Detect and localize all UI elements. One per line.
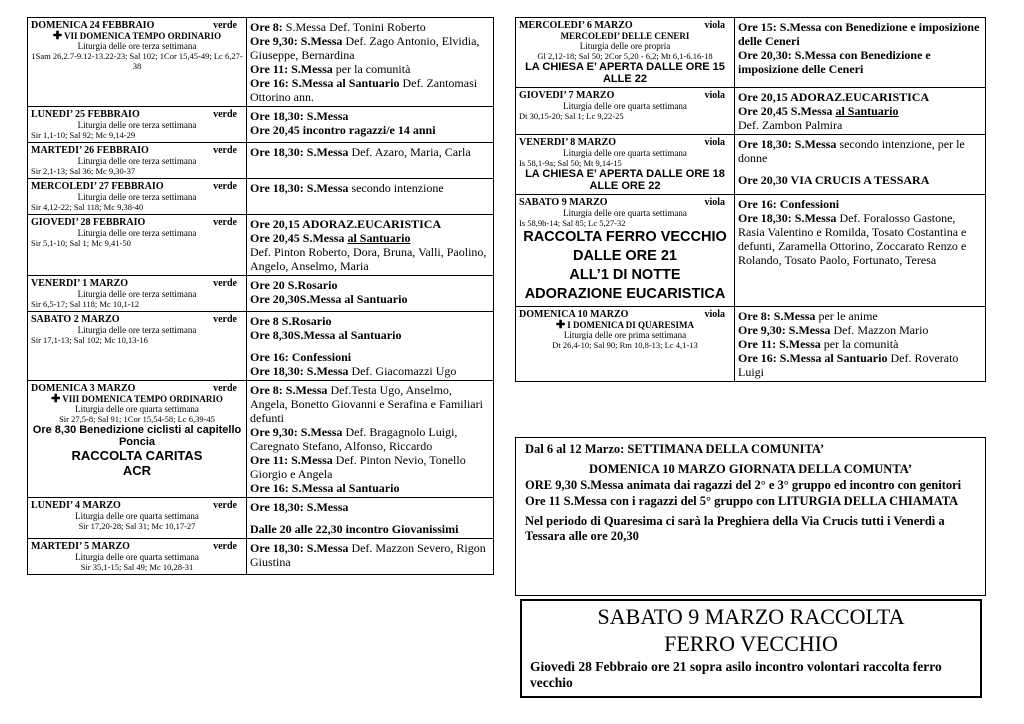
day-info-cell	[28, 312, 247, 381]
events-cell	[735, 195, 986, 307]
day-name: VENERDI’ 8 MARZO	[519, 137, 617, 148]
event-line	[738, 118, 982, 132]
day-header	[519, 309, 731, 320]
info-line-4: Ore 11 S.Messa con i ragazzi del 5° gruppo con LITURGIA DELLA CHIAMATA	[525, 494, 959, 508]
subtitle-text: I DOMENICA DI QUARESIMA	[567, 320, 694, 330]
liturgical-color: viola	[704, 197, 725, 208]
readings: Sir 2,1-13; Sal 36; Mc 9,30-37	[31, 166, 136, 176]
readings: Sir 27,5-8; Sal 91; 1Cor 15,54-58; Lc 6,39-45	[59, 414, 215, 424]
event-line	[250, 109, 490, 123]
event-detail: Def. Zantomasi Ottorino ann.	[250, 76, 478, 104]
liturgical-color: verde	[213, 217, 237, 228]
day-big-notice: ACR	[122, 463, 152, 478]
day-subtitle	[519, 320, 731, 330]
event-time: Ore 16: S.Messa al Santuario	[250, 76, 400, 90]
event-line	[250, 62, 490, 76]
liturgy-week: Liturgia delle ore terza settimana	[77, 325, 197, 335]
day-info-cell	[28, 107, 247, 143]
event-time: Ore 18,30: S.Messa	[250, 109, 349, 123]
event-detail: secondo intenzione, per le donne	[738, 137, 965, 165]
event-line	[738, 323, 982, 337]
event-line	[250, 217, 490, 231]
event-time: Ore 20,30: S.Messa con Benedizione e imposizione delle Ceneri	[738, 48, 931, 76]
day-row	[28, 143, 494, 179]
liturgical-color: verde	[213, 500, 237, 511]
event-detail: per la comunità	[332, 62, 411, 76]
event-time: Ore 18,30: S.Messa	[738, 137, 837, 151]
liturgy-week: Liturgia delle ore quarta settimana	[75, 511, 199, 521]
event-line	[738, 173, 982, 187]
event-detail: Def. Giacomazzi Ugo	[348, 364, 457, 378]
event-line	[250, 314, 490, 328]
event-time: Ore 8 S.Rosario	[250, 314, 332, 328]
event-detail: per le anime	[815, 309, 878, 323]
readings: Sir 35,1-15; Sal 49; Mc 10,28-31	[80, 562, 194, 572]
event-line	[250, 383, 490, 425]
liturgy-week: Liturgia delle ore terza settimana	[77, 192, 197, 202]
event-time: Ore 18,30: S.Messa	[250, 181, 349, 195]
day-header	[31, 20, 243, 31]
day-subtitle	[31, 31, 243, 41]
day-notice: LA CHIESA E’ APERTA DALLE ORE 18 ALLE ORE 22	[525, 168, 725, 192]
liturgy-week: Liturgia delle ore terza settimana	[77, 156, 197, 166]
day-name: DOMENICA 10 MARZO	[519, 309, 629, 320]
event-detail: Def. Azaro, Maria, Carla	[348, 145, 471, 159]
event-line	[250, 481, 490, 495]
cross-icon: ✚	[52, 30, 63, 42]
liturgy-week: Liturgia delle ore quarta settimana	[75, 552, 199, 562]
day-huge-notice: ADORAZIONE EUCARISTICA	[524, 286, 726, 302]
event-detail: Def. Mazzon Severo, Rigon Giustina	[250, 541, 486, 569]
liturgy-week: Liturgia delle ore terza settimana	[77, 289, 197, 299]
event-time: Ore 20,30S.Messa al Santuario	[250, 292, 408, 306]
events-cell	[735, 307, 986, 382]
event-line	[250, 123, 490, 137]
event-detail: Def. Bragagnolo Luigi, Caregnato Stefano, Alfonso, Riccardo	[250, 425, 458, 453]
day-name: SABATO 9 MARZO	[519, 197, 608, 208]
event-detail: Def. Foralosso Gastone, Rasia Valentino e Romilda, Tosato Costantina e defunti, Zaramella Ottorino, Zoccarato Renzo e Rolando, Tosato Paolo, Fortunato, Teresa	[738, 211, 967, 267]
event-time: Ore 11: S.Messa	[250, 453, 333, 467]
day-huge-notice: RACCOLTA FERRO VECCHIO	[523, 229, 727, 245]
event-time: Ore 15: S.Messa con Benedizione e imposizione delle Ceneri	[738, 20, 980, 48]
event-line	[250, 541, 490, 569]
day-header	[31, 109, 243, 120]
day-row	[516, 195, 986, 307]
events-cell	[247, 539, 494, 575]
community-week-info	[515, 437, 986, 596]
readings: Sir 17,1-13; Sal 102; Mc 10,13-16	[31, 335, 148, 345]
day-row	[28, 312, 494, 381]
event-line	[738, 137, 982, 165]
day-big-notice: RACCOLTA CARITAS	[71, 448, 203, 463]
event-line	[738, 309, 982, 323]
day-info-cell	[516, 307, 735, 382]
day-name: GIOVEDI’ 28 FEBBRAIO	[31, 217, 146, 228]
day-name: MARTEDI’ 26 FEBBRAIO	[31, 145, 149, 156]
day-row	[516, 135, 986, 195]
day-info-cell	[28, 539, 247, 575]
day-info-cell	[28, 143, 247, 179]
readings: Dt 26,4-10; Sal 90; Rm 10,8-13; Lc 4,1-13	[552, 340, 698, 350]
day-row	[28, 539, 494, 575]
day-name: MERCOLEDI’ 6 MARZO	[519, 20, 633, 31]
event-line	[250, 278, 490, 292]
ferro-vecchio-box	[520, 599, 982, 698]
day-row	[28, 18, 494, 107]
day-info-cell	[516, 135, 735, 195]
cross-icon: ✚	[556, 319, 566, 331]
liturgy-week: Liturgia delle ore quarta settimana	[563, 148, 687, 158]
readings: Dt 30,15-20; Sal 1; Lc 9,22-25	[519, 111, 624, 121]
liturgy-week: Liturgia delle ore terza settimana	[77, 41, 197, 51]
liturgy-week: Liturgia delle ore quarta settimana	[563, 101, 687, 111]
liturgy-week: Liturgia delle ore quarta settimana	[563, 208, 687, 218]
events-cell	[247, 215, 494, 276]
events-cell	[247, 179, 494, 215]
day-header	[31, 145, 243, 156]
event-time: Ore 16: Confessioni	[738, 197, 840, 211]
event-line	[738, 90, 982, 104]
day-info-cell	[28, 276, 247, 312]
subtitle-text: VII DOMENICA TEMPO ORDINARIO	[64, 31, 222, 41]
day-row	[28, 179, 494, 215]
event-detail: Def. Pinton Nevio, Tonello Giorgio e Angela	[250, 453, 466, 481]
event-time: Ore 20,15 ADORAZ.EUCARISTICA	[738, 90, 930, 104]
day-subtitle	[31, 394, 243, 404]
event-line	[738, 104, 982, 118]
info-line-1: Dal 6 al 12 Marzo: SETTIMANA DELLA COMUNITA’	[525, 442, 825, 456]
event-line	[250, 425, 490, 453]
readings: 1Sam 26,2.7-9.12-13.22-23; Sal 102; 1Cor 15,45-49; Lc 6,27-38	[31, 51, 243, 71]
event-time: Ore 18,30: S.Messa	[250, 500, 349, 514]
event-time: Ore 20,15 ADORAZ.EUCARISTICA	[250, 217, 442, 231]
day-name: LUNEDI’ 4 MARZO	[31, 500, 121, 511]
liturgical-color: verde	[213, 541, 237, 552]
liturgy-week: Liturgia delle ore prima settimana	[563, 330, 687, 340]
event-detail: Def.Testa Ugo, Anselmo, Angela, Bonetto Giovanni e Serafina e Familiari defunti	[250, 383, 483, 425]
readings: Is 58,1-9a; Sal 50; Mt 9,14-15	[519, 158, 622, 168]
readings: Sir 5,1-10; Sal 1; Mc 9,41-50	[31, 238, 131, 248]
event-time: Ore 9,30: S.Messa	[250, 425, 343, 439]
subtitle-text: MERCOLEDI’ DELLE CENERI	[560, 31, 690, 41]
day-name: LUNEDI’ 25 FEBBRAIO	[31, 109, 140, 120]
event-location: al Santuario	[347, 231, 411, 245]
day-info-cell	[28, 215, 247, 276]
event-time: Ore 20,45 incontro ragazzi/e 14 anni	[250, 123, 436, 137]
day-info-cell	[28, 498, 247, 539]
day-header	[31, 278, 243, 289]
day-header	[519, 90, 731, 101]
day-huge-notice: ALL’1 DI NOTTE	[569, 267, 681, 283]
box-title-line-2: FERRO VECCHIO	[664, 631, 838, 656]
events-cell	[247, 276, 494, 312]
event-line	[738, 351, 982, 379]
event-time: Ore 16: Confessioni	[250, 350, 352, 364]
day-header	[519, 197, 731, 208]
liturgical-color: verde	[213, 181, 237, 192]
event-time: Ore 18,30: S.Messa	[250, 541, 349, 555]
event-line	[250, 522, 490, 536]
day-header	[31, 314, 243, 325]
liturgical-color: verde	[213, 20, 237, 31]
event-line	[250, 245, 490, 273]
day-name: DOMENICA 24 FEBBRAIO	[31, 20, 155, 31]
events-cell	[735, 88, 986, 135]
event-detail: Def. Zambon Palmira	[738, 118, 843, 132]
liturgical-color: viola	[704, 20, 725, 31]
day-name: SABATO 2 MARZO	[31, 314, 120, 325]
event-line	[250, 453, 490, 481]
cross-icon: ✚	[51, 393, 61, 405]
event-line	[250, 500, 490, 514]
liturgical-color: viola	[704, 90, 725, 101]
day-row	[28, 276, 494, 312]
readings: Gl 2,12-18; Sal 50; 2Cor 5,20 - 6,2; Mt 6,1-6.16-18	[537, 51, 713, 61]
liturgical-color: verde	[213, 314, 237, 325]
day-info-cell	[28, 18, 247, 107]
events-cell	[247, 143, 494, 179]
event-detail: per la comunità	[820, 337, 899, 351]
day-info-cell	[28, 179, 247, 215]
event-line	[250, 292, 490, 306]
event-detail: Def. Mazzon Mario	[830, 323, 929, 337]
events-cell	[735, 18, 986, 88]
event-line	[250, 231, 490, 245]
day-row	[28, 215, 494, 276]
event-line	[250, 181, 490, 195]
liturgical-color: viola	[704, 309, 725, 320]
event-time: Ore 18,30: S.Messa	[250, 364, 349, 378]
event-time: Ore 20 S.Rosario	[250, 278, 338, 292]
event-line	[250, 34, 490, 62]
event-detail: Def. Roverato Luigi	[738, 351, 959, 379]
day-row	[28, 381, 494, 498]
event-time: Ore 20,45 S.Messa	[738, 104, 836, 118]
event-line	[738, 211, 982, 267]
day-info-cell	[516, 195, 735, 307]
calendar-right-column	[515, 17, 986, 382]
day-row	[516, 18, 986, 88]
day-header	[519, 20, 731, 31]
day-info-cell	[28, 381, 247, 498]
liturgy-week: Liturgia delle ore quarta settimana	[75, 404, 199, 414]
event-location: al Santuario	[835, 104, 899, 118]
liturgical-color: verde	[213, 145, 237, 156]
liturgy-week: Liturgia delle ore terza settimana	[77, 120, 197, 130]
info-line-3: ORE 9,30 S.Messa animata dai ragazzi del 2° e 3° gruppo ed incontro con genitori	[525, 478, 962, 492]
day-huge-notice: DALLE ORE 21	[573, 248, 677, 264]
event-time: Ore 8:	[250, 20, 283, 34]
day-name: DOMENICA 3 MARZO	[31, 383, 136, 394]
day-row	[28, 107, 494, 143]
event-line	[738, 20, 982, 48]
event-time: Ore 16: S.Messa al Santuario	[738, 351, 888, 365]
event-time: Ore 8: S.Messa	[738, 309, 816, 323]
liturgical-color: verde	[213, 109, 237, 120]
box-text: Giovedì 28 Febbraio ore 21 sopra asilo incontro volontari raccolta ferro vecchio	[530, 659, 942, 690]
event-line	[250, 350, 490, 364]
event-line	[250, 328, 490, 342]
day-subtitle	[519, 31, 731, 41]
calendar-left-column	[27, 17, 494, 575]
readings: Sir 1,1-10; Sal 92; Mc 9,14-29	[31, 130, 136, 140]
event-time: Ore 20,30 VIA CRUCIS A TESSARA	[738, 173, 930, 187]
event-line	[250, 364, 490, 378]
event-detail: S.Messa Def. Tonini Roberto	[282, 20, 426, 34]
liturgical-color: verde	[213, 278, 237, 289]
event-time: Ore 16: S.Messa al Santuario	[250, 481, 400, 495]
subtitle-text: VIII DOMENICA TEMPO ORDINARIO	[62, 394, 223, 404]
day-name: MERCOLEDI’ 27 FEBBRAIO	[31, 181, 164, 192]
day-row	[516, 307, 986, 382]
calendar-table-right	[515, 17, 986, 382]
event-time: Ore 8: S.Messa	[250, 383, 328, 397]
day-header	[31, 383, 243, 394]
liturgy-week: Liturgia delle ore propria	[579, 41, 671, 51]
box-title-line-1: SABATO 9 MARZO RACCOLTA	[597, 604, 905, 629]
day-header	[31, 500, 243, 511]
event-time: Ore 18,30: S.Messa	[250, 145, 349, 159]
day-row	[516, 88, 986, 135]
event-detail: secondo intenzione	[348, 181, 444, 195]
events-cell	[247, 312, 494, 381]
event-time: Dalle 20 alle 22,30 incontro Giovanissimi	[250, 522, 459, 536]
event-time: Ore 11: S.Messa	[738, 337, 821, 351]
events-cell	[247, 498, 494, 539]
liturgical-color: viola	[704, 137, 725, 148]
day-info-cell	[516, 88, 735, 135]
event-line	[738, 48, 982, 76]
day-notice: Ore 8,30 Benedizione ciclisti al capitello Poncia	[32, 424, 242, 448]
day-name: GIOVEDI’ 7 MARZO	[519, 90, 615, 101]
day-header	[31, 541, 243, 552]
day-header	[519, 137, 731, 148]
event-line	[250, 76, 490, 104]
events-cell	[735, 135, 986, 195]
event-detail: Def. Zago Antonio, Elvidia, Giuseppe, Bernardina	[250, 34, 480, 62]
liturgy-week: Liturgia delle ore terza settimana	[77, 228, 197, 238]
event-time: Ore 9,30: S.Messa	[738, 323, 831, 337]
info-line-2: DOMENICA 10 MARZO GIORNATA DELLA COMUNTA’	[588, 462, 913, 476]
event-time: Ore 8,30S.Messa al Santuario	[250, 328, 402, 342]
day-row	[28, 498, 494, 539]
event-time: Ore 11: S.Messa	[250, 62, 333, 76]
day-header	[31, 181, 243, 192]
events-cell	[247, 107, 494, 143]
events-cell	[247, 18, 494, 107]
event-line	[738, 337, 982, 351]
event-time: Ore 18,30: S.Messa	[738, 211, 837, 225]
readings: Is 58,9b-14; Sal 85; Lc 5,27-32	[519, 218, 626, 228]
info-line-5: Nel periodo di Quaresima ci sarà la Preghiera della Via Crucis tutti i Venerdì a Tessara alle ore 20,30	[525, 514, 945, 543]
readings: Sir 4,12-22; Sal 118; Mc 9,38-40	[31, 202, 144, 212]
readings: Sir 17,20-28; Sal 31; Mc 10,17-27	[78, 521, 196, 531]
event-line	[250, 145, 490, 159]
event-line	[250, 20, 490, 34]
readings: Sir 6,5-17; Sal 118; Mc 10,1-12	[31, 299, 140, 309]
event-line	[738, 197, 982, 211]
event-time: Ore 9,30: S.Messa	[250, 34, 343, 48]
event-time: Ore 20,45 S.Messa	[250, 231, 348, 245]
day-name: MARTEDI’ 5 MARZO	[31, 541, 130, 552]
day-info-cell	[516, 18, 735, 88]
day-notice: LA CHIESA E’ APERTA DALLE ORE 15 ALLE 22	[525, 61, 725, 85]
events-cell	[247, 381, 494, 498]
liturgical-color: verde	[213, 383, 237, 394]
day-header	[31, 217, 243, 228]
day-name: VENERDI’ 1 MARZO	[31, 278, 129, 289]
event-detail: Def. Pinton Roberto, Dora, Bruna, Valli, Paolino, Angelo, Anselmo, Maria	[250, 245, 487, 273]
calendar-table-left	[27, 17, 494, 575]
